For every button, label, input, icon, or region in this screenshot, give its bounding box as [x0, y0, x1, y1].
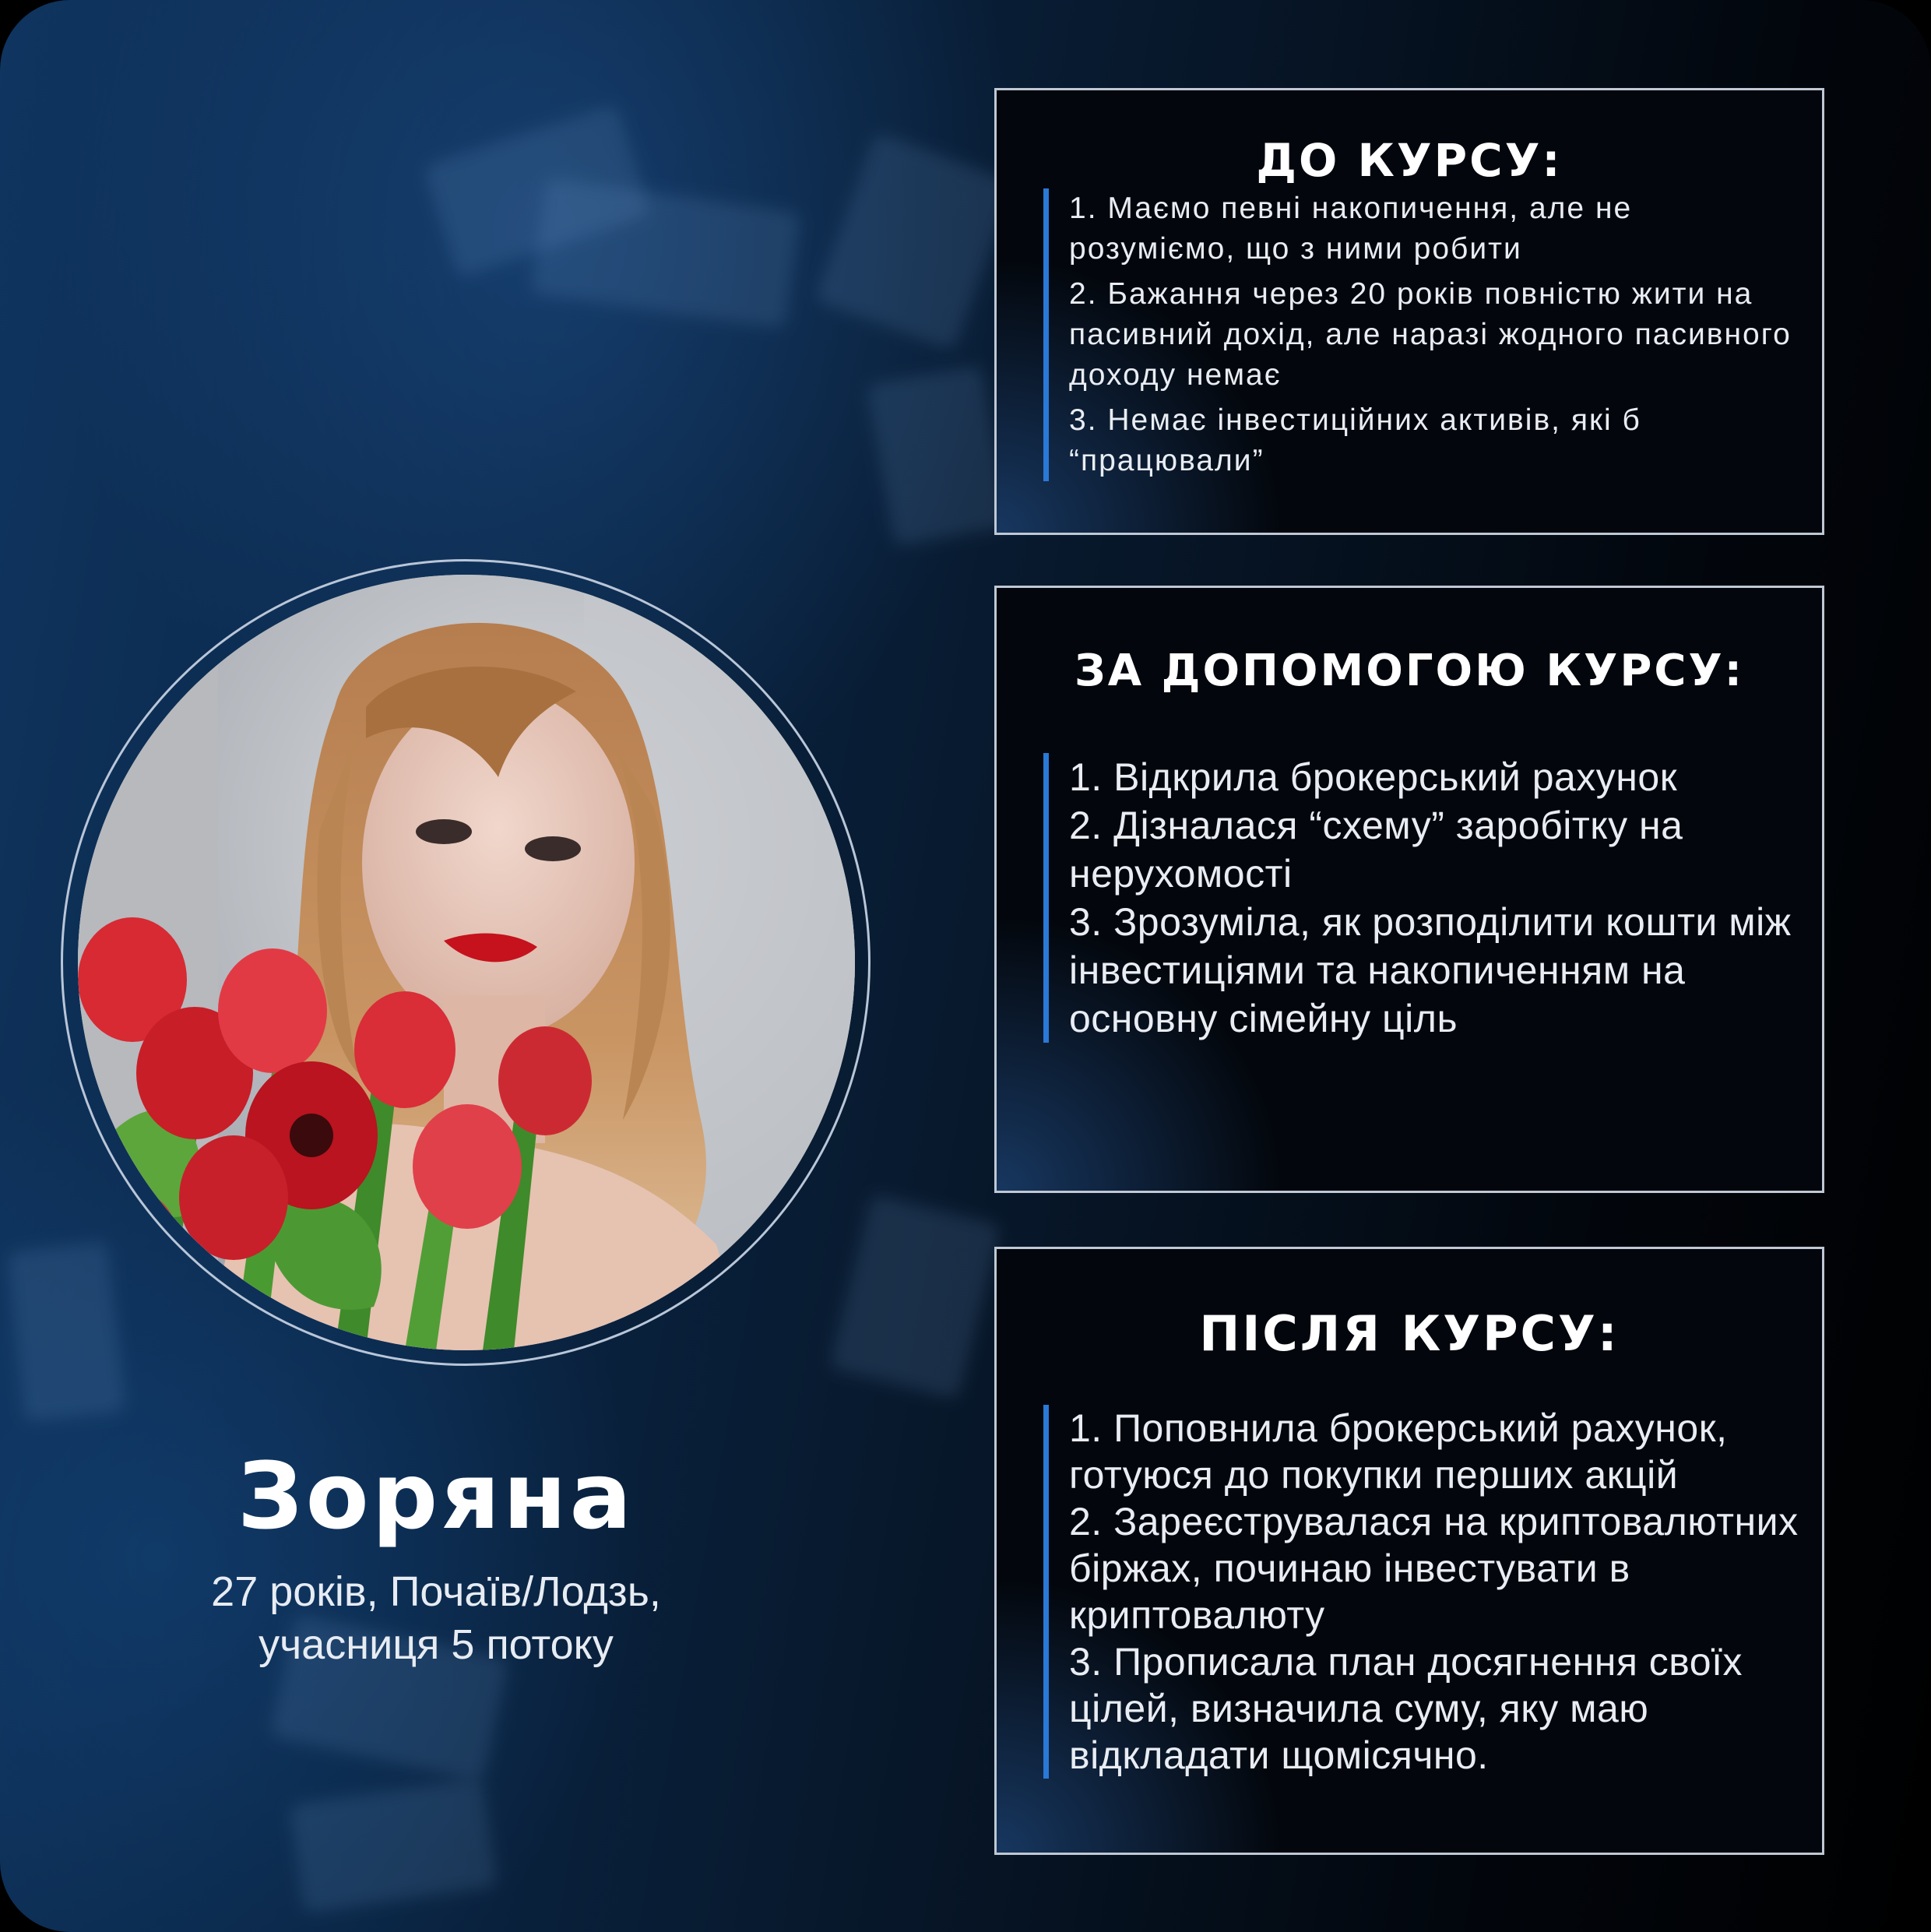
money-bill-decoration	[530, 178, 801, 329]
list-item: 3. Зрозуміла, як розподілити кошти між інвестиціями та накопиченням на основну сімейну ціль	[1069, 900, 1792, 1040]
money-bill-decoration	[829, 1194, 1001, 1399]
during-course-panel	[994, 586, 1824, 1193]
person-details-line1: 27 років, Почаїв/Лодзь,	[211, 1568, 661, 1615]
list-item: 2. Дізналася “схему” заробітку на нерухомості	[1069, 804, 1683, 896]
list-item: 1. Поповнила брокерський рахунок, готуюся до покупки перших акцій	[1069, 1406, 1728, 1497]
portrait-photo	[78, 575, 855, 1350]
money-bill-decoration	[7, 1241, 125, 1422]
money-bill-decoration	[814, 132, 1015, 350]
list-item: 3. Немає інвестиційних активів, які б “працювали”	[1069, 403, 1641, 477]
list-item: 3. Прописала план досягнення своїх цілей, визначила суму, яку маю відкладати щомісячно.	[1069, 1640, 1743, 1777]
list-item: 2. Бажання через 20 років повністю жити на пасивний дохід, але наразі жодного пасивного доходу немає	[1069, 277, 1792, 392]
after-course-panel	[994, 1247, 1824, 1855]
person-details-line2: учасниця 5 потоку	[259, 1621, 614, 1668]
person-name: Зоряна	[237, 1442, 635, 1550]
money-bill-decoration	[289, 1778, 497, 1913]
after-course-title: ПІСЛЯ КУРСУ:	[1199, 1305, 1620, 1362]
person-details	[0, 1565, 872, 1671]
during-course-title: ЗА ДОПОМОГОЮ КУРСУ:	[1074, 646, 1745, 696]
during-course-list	[1043, 753, 1806, 1043]
list-item: 1. Відкрила брокерський рахунок	[1069, 755, 1678, 799]
before-course-panel	[994, 88, 1824, 535]
list-item: 2. Зареєструвалася на криптовалютних біржах, починаю інвестувати в криптовалюту	[1069, 1500, 1799, 1637]
before-course-list	[1043, 188, 1806, 481]
before-course-title: ДО КУРСУ:	[1256, 134, 1563, 187]
money-bill-decoration	[867, 365, 1010, 547]
after-course-list	[1043, 1405, 1806, 1779]
list-item: 1. Маємо певні накопичення, але не розуміємо, що з ними робити	[1069, 192, 1633, 266]
portrait-illustration	[78, 575, 855, 1350]
